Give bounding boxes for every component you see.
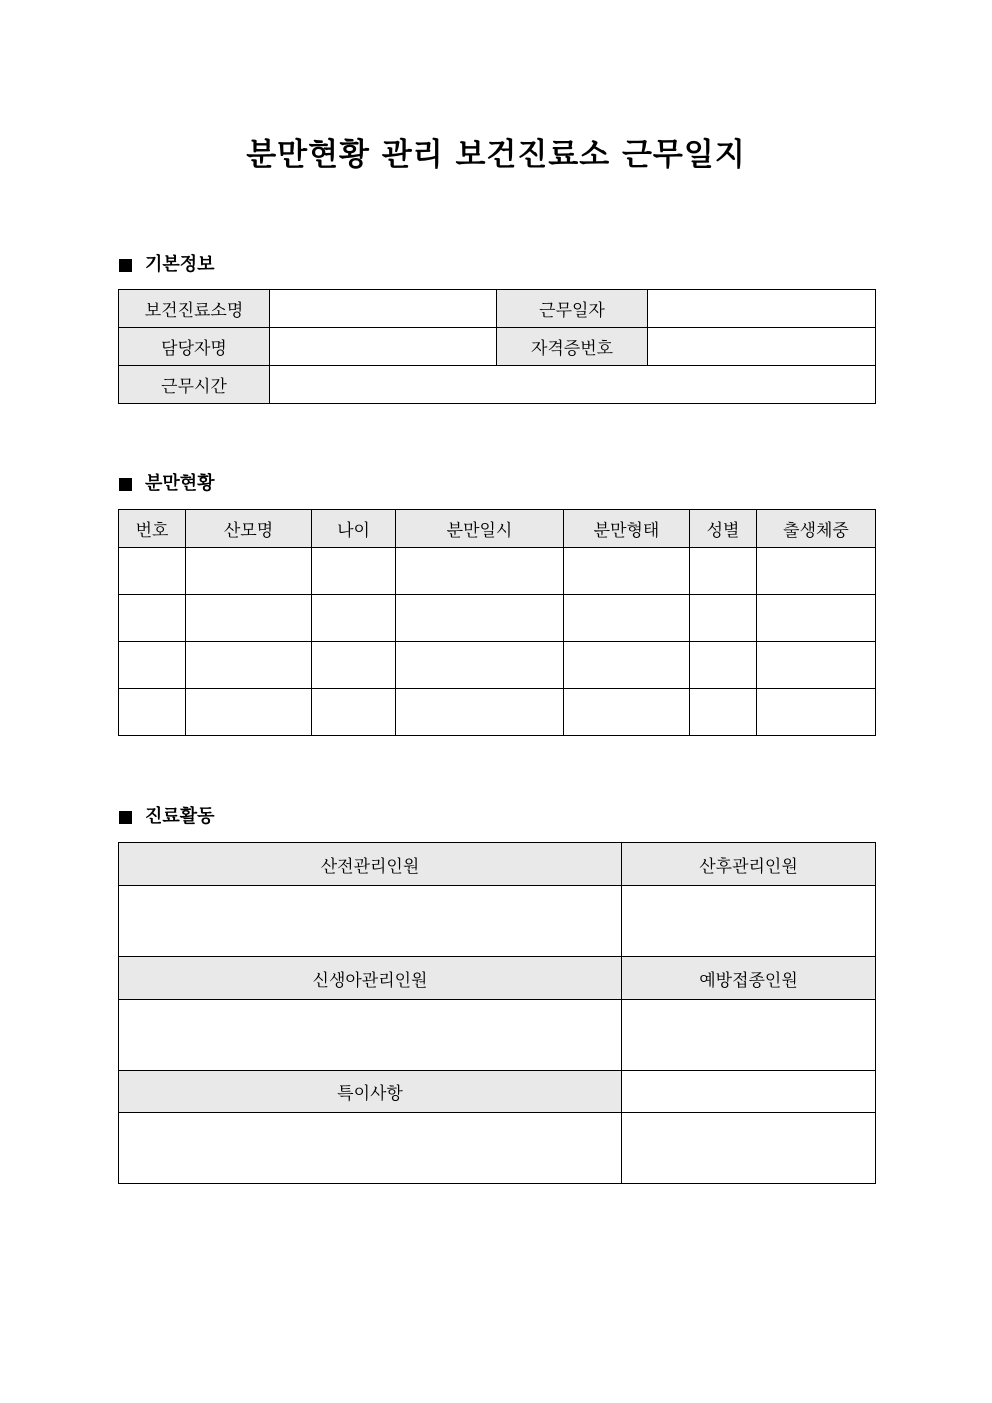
table-cell[interactable] (690, 642, 757, 689)
square-bullet-icon (119, 478, 132, 491)
column-header-delivery-type: 분만형태 (564, 510, 690, 548)
clinic-name-label: 보건진료소명 (119, 290, 270, 328)
table-row (119, 886, 876, 957)
remarks-label: 특이사항 (119, 1071, 622, 1113)
newborn-care-count-label: 신생아관리인원 (119, 957, 622, 1000)
table-cell[interactable] (564, 689, 690, 736)
section-heading-label: 분만현황 (145, 473, 215, 494)
table-row (119, 1000, 876, 1071)
work-date-label: 근무일자 (497, 290, 648, 328)
table-row (119, 328, 876, 366)
table-row (119, 595, 876, 642)
table-cell[interactable] (186, 595, 312, 642)
page-title: 분만현황 관리 보건진료소 근무일지 (246, 137, 746, 173)
table-header-row (119, 1071, 876, 1113)
table-cell[interactable] (312, 595, 396, 642)
table-row (119, 1113, 876, 1184)
table-cell[interactable] (690, 689, 757, 736)
basic-info-table (118, 289, 876, 404)
manager-name-label: 담당자명 (119, 328, 270, 366)
table-cell[interactable] (119, 689, 186, 736)
table-cell[interactable] (186, 689, 312, 736)
section-heading-label: 진료활동 (145, 806, 215, 827)
work-hours-field[interactable] (270, 366, 876, 404)
table-cell[interactable] (396, 548, 564, 595)
section-heading-basic-info (119, 253, 215, 277)
table-cell[interactable] (396, 595, 564, 642)
clinical-activity-table (118, 842, 876, 1184)
postnatal-care-count-field[interactable] (622, 886, 876, 957)
newborn-care-count-field[interactable] (119, 1000, 622, 1071)
table-row (119, 689, 876, 736)
prenatal-care-count-label: 산전관리인원 (119, 843, 622, 886)
table-cell[interactable] (757, 689, 876, 736)
square-bullet-icon (119, 259, 132, 272)
column-header-mother-name: 산모명 (186, 510, 312, 548)
postnatal-care-count-label: 산후관리인원 (622, 843, 876, 886)
square-bullet-icon (119, 811, 132, 824)
section-heading-clinical-activity (119, 805, 215, 829)
table-cell[interactable] (312, 548, 396, 595)
license-number-label: 자격증번호 (497, 328, 648, 366)
table-cell[interactable] (186, 642, 312, 689)
table-cell[interactable] (757, 595, 876, 642)
table-row (119, 366, 876, 404)
table-cell[interactable] (312, 642, 396, 689)
table-cell[interactable] (564, 595, 690, 642)
vaccination-count-label: 예방접종인원 (622, 957, 876, 1000)
column-header-age: 나이 (312, 510, 396, 548)
table-header-row (119, 957, 876, 1000)
table-cell[interactable] (119, 548, 186, 595)
table-cell[interactable] (690, 548, 757, 595)
section-heading-label: 기본정보 (145, 254, 215, 275)
table-row (119, 290, 876, 328)
table-cell[interactable] (186, 548, 312, 595)
column-header-birth-weight: 출생체중 (757, 510, 876, 548)
work-date-field[interactable] (648, 290, 876, 328)
work-hours-label: 근무시간 (119, 366, 270, 404)
vaccination-count-field[interactable] (622, 1000, 876, 1071)
table-cell[interactable] (564, 548, 690, 595)
table-cell[interactable] (396, 642, 564, 689)
license-number-field[interactable] (648, 328, 876, 366)
column-header-sex: 성별 (690, 510, 757, 548)
table-header-row (119, 843, 876, 886)
prenatal-care-count-field[interactable] (119, 886, 622, 957)
table-cell[interactable] (119, 595, 186, 642)
table-row (119, 642, 876, 689)
table-cell[interactable] (757, 642, 876, 689)
table-header-row (119, 510, 876, 548)
table-cell[interactable] (690, 595, 757, 642)
manager-name-field[interactable] (270, 328, 497, 366)
remarks-extra-cell[interactable] (622, 1071, 876, 1113)
table-cell[interactable] (757, 548, 876, 595)
remarks-field[interactable] (119, 1113, 622, 1184)
column-header-delivery-datetime: 분만일시 (396, 510, 564, 548)
table-cell[interactable] (564, 642, 690, 689)
table-cell[interactable] (396, 689, 564, 736)
clinic-name-field[interactable] (270, 290, 497, 328)
delivery-status-table (118, 509, 876, 736)
table-cell[interactable] (119, 642, 186, 689)
section-heading-delivery-status (119, 472, 215, 496)
column-header-number: 번호 (119, 510, 186, 548)
remarks-side-field[interactable] (622, 1113, 876, 1184)
table-cell[interactable] (312, 689, 396, 736)
table-row (119, 548, 876, 595)
